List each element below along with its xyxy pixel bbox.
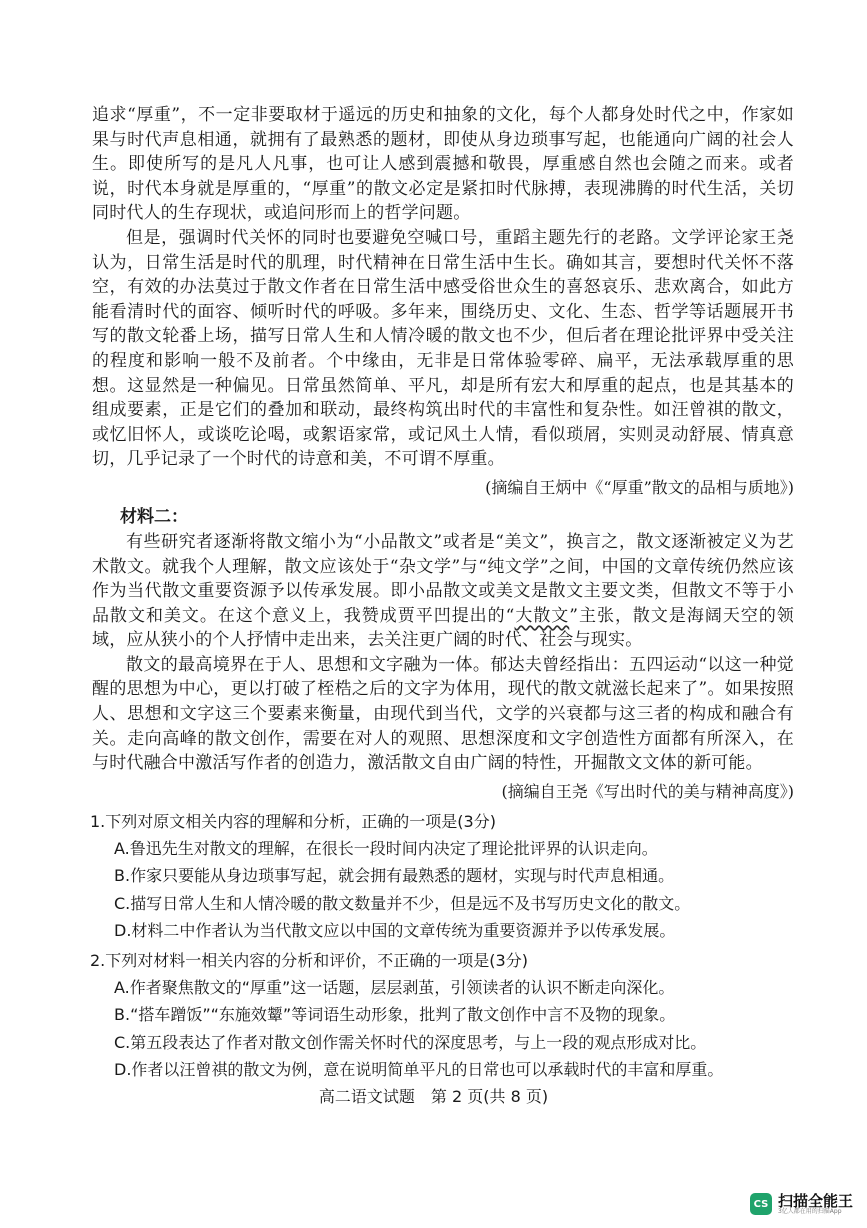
question-2-option-b: B.“搭车蹭饭”“东施效颦”等词语生动形象，批判了散文创作中言不及物的现象。 [114,1005,676,1025]
question-1-option-a: A.鲁迅先生对散文的理解，在很长一段时间内决定了理论批评界的认识走向。 [114,838,658,858]
watermark-text [778,1193,853,1216]
material2-paragraph1-after: ”主张，散文是海阔天空的领域，应从狭小的个人抒情中走出来，去关注更广阔的时代、社会与现实。 [92,605,795,651]
material2-title: 材料二： [120,506,188,527]
page-footer: 高二语文试题 第 2 页(共 8 页) [318,1087,549,1106]
material2-paragraph1 [92,530,794,653]
page-content [92,103,794,1084]
material2-source: (摘编自王尧《写出时代的美与精神高度》) [501,781,794,801]
question-2-option-a: A.作者聚焦散文的“厚重”这一话题，层层剥茧，引领读者的认识不断走向深化。 [114,977,675,997]
question-1-option-b: B.作家只要能从身边琐事写起，就会拥有最熟悉的题材，实现与时代声息相通。 [114,866,675,886]
question-2-option-d: D.作者以汪曾祺的散文为例，意在说明简单平凡的日常也可以承载时代的丰富和厚重。 [114,1060,724,1080]
question-1-option-c: C.描写日常人生和人情冷暖的散文数量并不少，但是远不及书写历史文化的散文。 [114,893,691,913]
watermark-subtitle: 3亿人都在用的扫描App [777,1208,842,1216]
question-1-option-d: D.材料二中作者认为当代散文应以中国的文章传统为重要资源并予以传承发展。 [114,921,676,941]
material2-emphasis-term: 大散文 [514,605,570,626]
material1-paragraph2: 但是，强调时代关怀的同时也要避免空喊口号，重蹈主题先行的老路。文学评论家王尧认为，日常生活是时代的肌理，时代精神在日常生活中生长。确如其言，要想时代关怀不落空，有效的办法莫过于散文作者在日常生活中感受俗世众生的喜怒哀乐、悲欢离合，如此方能看清时代的面容、倾听时代的呼吸。多年来，围绕历史、文化、生态、哲学等话题展开书写的散文轮番上场，描写日常人生和人情冷暖的散文也不少，但后者在理论批评界中受关注的程度和影响一般不及前者。个中缘由，无非是日常体验零碎、扁平，无法承载厚重的思想。这显然是一种偏见。日常虽然简单、平凡，却是所有宏大和厚重的起点，也是其基本的组成要素，正是它们的叠加和联动，最终构筑出时代的丰富性和复杂性。如汪曾祺的散文，或忆旧怀人，或谈吃论喝，或絮语家常，或记风土人情，看似琐屑，实则灵动舒展、情真意切，几乎记录了一个时代的诗意和美，不可谓不厚重。 [92,227,794,470]
material1-source: (摘编自王炳中《“厚重”散文的品相与质地》) [485,477,794,497]
material2-paragraph2: 散文的最高境界在于人、思想和文字融为一体。郁达夫曾经指出：五四运动“以这一种觉醒的思想为中心，更以打破了桎梏之后的文字为体用，现代的散文就滋长起来了”。如果按照人、思想和文字这三个要素来衡量，由现代到当代，文学的兴衰都与这三者的构成和融合有关。走向高峰的散文创作，需要在对人的观照、思想深度和文字创造性方面都有所深入，在与时代融合中激活写作者的创造力，激活散文自由广阔的特性，开掘散文文体的新可能。 [92,654,794,774]
question-2-option-c: C.第五段表达了作者对散文创作需关怀时代的深度思考，与上一段的观点形成对比。 [114,1032,707,1052]
material1-paragraph1: 追求“厚重”，不一定非要取材于遥远的历史和抽象的文化，每个人都身处时代之中，作家如果与时代声息相通，就拥有了最熟悉的题材，即使从身边琐事写起，也能通向广阔的社会人生。即使所写的是凡人凡事，也可让人感到震撼和敬畏，厚重感自然也会随之而来。或者说，时代本身就是厚重的，“厚重”的散文必定是紧扣时代脉搏，表现沸腾的时代生活，关切同时代人的生存现状，或追问形而上的哲学问题。 [92,105,794,224]
question-1-stem: 1.下列对原文相关内容的理解和分析，正确的一项是(3分) [90,811,496,831]
question-2-stem: 2.下列对材料一相关内容的分析和评价，不正确的一项是(3分) [90,950,528,970]
watermark-app-name: 扫描全能王 [777,1191,853,1210]
camscanner-logo-icon: CS [750,1193,772,1215]
scanner-watermark [750,1193,853,1216]
material2-paragraph1-before: 有些研究者逐渐将散文缩小为“小品散文”或者是“美文”，换言之，散文逐渐被定义为艺术散文。就我个人理解，散文应该处于“杂文学”与“纯文学”之间，中国的文章传统仍然应该作为当代散文重要资源予以传承发展。即小品散文或美文是散文主要文类，但散文不等于小品散文和美文。在这个意义上，我赞成贾平凹提出的“ [92,531,794,626]
